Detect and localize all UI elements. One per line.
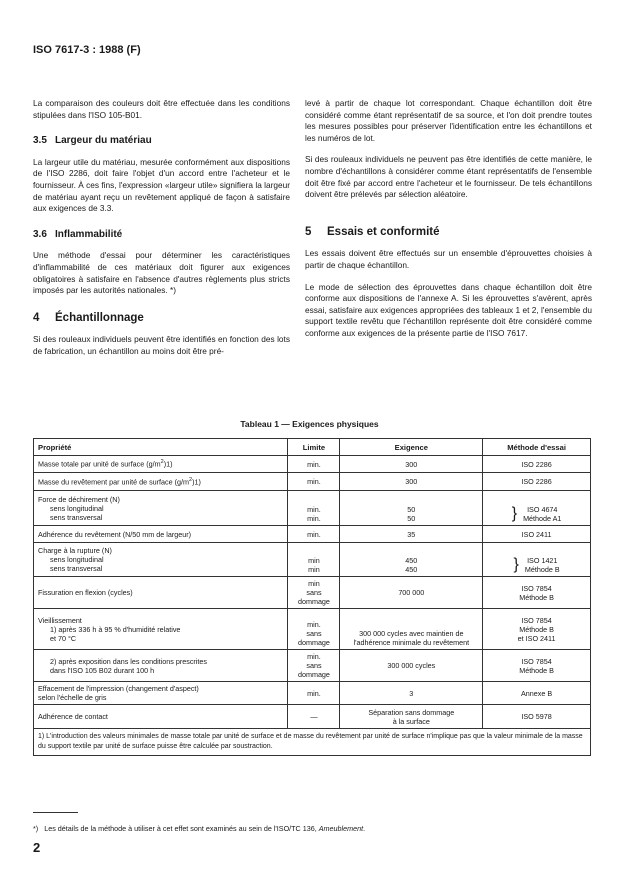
method-cell: ISO 7854 Méthode B: [483, 650, 591, 682]
section-heading: 3.6 Inflammabilité: [33, 228, 123, 240]
table-row: [34, 543, 591, 577]
property-cell: 2) après exposition dans les conditions prescrites dans l'ISO 105 B02 durant 100 h: [34, 650, 288, 682]
document-header: ISO 7617-3 : 1988 (F): [33, 44, 141, 56]
paragraph: Si des rouleaux individuels ne peuvent pas être identifiés de cette manière, le nombre d'échantillons à considérer comme étant représentatifs de l'ensemble doit être fixé par accord entre l'acheteur et le fournisseur. De tels échantillons doivent être prélevés par sélection aléatoire.: [305, 154, 592, 200]
left-column: [33, 98, 290, 368]
header-cell: Exigence: [340, 439, 483, 456]
table-row: [34, 526, 591, 543]
table-row: [34, 491, 591, 526]
paragraph: levé à partir de chaque lot correspondant. Chaque échantillon doit être considéré comme étant représentatif de sa source, et l'on doit prendre toutes les mesures possibles pour préserver l'identification entre les échantillons et les numéros de lot.: [305, 98, 592, 143]
physical-requirements-table: [33, 438, 591, 756]
table-caption: Tableau 1 — Exigences physiques: [240, 419, 379, 429]
limit-cell: min.: [288, 456, 340, 473]
paragraph: La comparaison des couleurs doit être effectuée dans les conditions stipulées dans l'ISO 105-B01.: [33, 98, 290, 120]
table-row: [34, 456, 591, 473]
table-row: [34, 473, 591, 491]
paragraph: Le mode de sélection des éprouvettes dans chaque échantillon doit être conforme aux dispositions de l'annexe A. Si les éprouvettes s'avèrent, après essai, satisfaire aux exigences appropriées des tableaux 1 et 2, l'ensemble du support textile revêtu que l'échantillon représente doit être considéré comme conforme aux exigences de la présente partie de l'ISO 7617.: [305, 281, 592, 338]
method-cell: ISO 2286: [483, 456, 591, 473]
requirement-cell: Séparation sans dommage à la surface: [340, 705, 483, 729]
property-cell: Effacement de l'impression (changement d'aspect) selon l'échelle de gris: [34, 682, 288, 705]
requirement-cell: 3: [340, 682, 483, 705]
limit-cell: min. min.: [288, 491, 340, 526]
requirement-cell: 300: [340, 456, 483, 473]
method-cell: ISO 2286: [483, 473, 591, 491]
method-cell: ISO 5978: [483, 705, 591, 729]
paragraph: La largeur utile du matériau, mesurée conformément aux dispositions de l'ISO 2286, doit faire l'objet d'un accord entre l'acheteur et le fournisseur. À ces fins, l'expression «largeur utile» signifiera la largeur de matériau ayant reçu un revêtement appliqué de façon à satisfaire aux exigences de 3.3.: [33, 156, 290, 214]
property-cell: Force de déchirement (N) sens longitudinal sens transversal: [34, 491, 288, 526]
paragraph: Si des rouleaux individuels peuvent être identifiés en fonction des lots de fabrication, un échantillon au moins doit être pré-: [33, 334, 290, 356]
table-row: [34, 705, 591, 729]
property-cell: Fissuration en flexion (cycles): [34, 577, 288, 609]
property-cell: Masse totale par unité de surface $(g/m^2)1$): [34, 456, 288, 473]
section-heading: 3.5 Largeur du matériau: [33, 135, 152, 147]
method-cell: ISO 2411: [483, 526, 591, 543]
section-heading: 5 Essais et conformité: [305, 225, 440, 238]
limit-cell: —: [288, 705, 340, 729]
method-cell: } ISO 4674 Méthode A1: [483, 491, 591, 526]
property-cell: Adhérence du revêtement (N/50 mm de largeur): [34, 526, 288, 543]
requirement-cell: 50 50: [340, 491, 483, 526]
requirement-cell: 300 000 cycles avec maintien de l'adhérence minimale du revêtement: [340, 609, 483, 650]
brace-icon: }: [513, 556, 519, 573]
limit-cell: min.: [288, 682, 340, 705]
table-header-row: [34, 439, 591, 456]
limit-cell: min min: [288, 543, 340, 577]
limit-cell: min.: [288, 526, 340, 543]
section-heading: 4 Échantillonnage: [33, 311, 144, 324]
requirement-cell: 300: [340, 473, 483, 491]
limit-cell: min. sans dommage: [288, 609, 340, 650]
property-cell: Vieillissement 1) après 336 h à 95 % d'humidité relative et 70 °C: [34, 609, 288, 650]
method-cell: ISO 7854 Méthode B et ISO 2411: [483, 609, 591, 650]
method-cell: } ISO 1421 Méthode B: [483, 543, 591, 577]
limit-cell: min.: [288, 473, 340, 491]
method-cell: ISO 7854 Méthode B: [483, 577, 591, 609]
header-cell: Limite: [288, 439, 340, 456]
page-number: 2: [33, 840, 41, 855]
table-footnote: 1) L'introduction des valeurs minimales de masse totale par unité de surface et de masse du revêtement par unité de surface n'implique pas que la valeur minimale de la masse du support textile par unité de surface puisse être calculée par soustraction.: [34, 729, 591, 756]
property-cell: Masse du revêtement par unité de surface $(g/m^2)1$): [34, 473, 288, 491]
paragraph: Les essais doivent être effectués sur un ensemble d'éprouvettes choisies à partir de chaque échantillon.: [305, 248, 592, 270]
requirement-cell: 300 000 cycles: [340, 650, 483, 682]
footnote-divider: [33, 812, 78, 813]
right-column: [305, 98, 592, 350]
table-row: [34, 577, 591, 609]
requirement-cell: 700 000: [340, 577, 483, 609]
table-row: [34, 650, 591, 682]
table-footnote-row: [34, 729, 591, 756]
property-cell: Adhérence de contact: [34, 705, 288, 729]
table-row: [34, 682, 591, 705]
brace-icon: }: [511, 505, 518, 522]
limit-cell: min sans dommage: [288, 577, 340, 609]
table-row: [34, 609, 591, 650]
property-cell: Charge à la rupture (N) sens longitudinal sens transversal: [34, 543, 288, 577]
page-footnote: *) Les détails de la méthode à utiliser à cet effet sont examinés au sein de l'ISO/TC 136, Ameublement.: [33, 824, 366, 833]
method-cell: Annexe B: [483, 682, 591, 705]
requirement-cell: 35: [340, 526, 483, 543]
requirement-cell: 450 450: [340, 543, 483, 577]
header-cell: Méthode d'essai: [483, 439, 591, 456]
paragraph: Une méthode d'essai pour déterminer les caractéristiques d'inflammabilité de ces matériaux doit figurer aux exigences obligatoires à satisfaire en l'absence d'autres règlements plus stricts imposés par les autorités nationales. *): [33, 250, 290, 296]
header-cell: Propriété: [34, 439, 288, 456]
limit-cell: min. sans dommage: [288, 650, 340, 682]
